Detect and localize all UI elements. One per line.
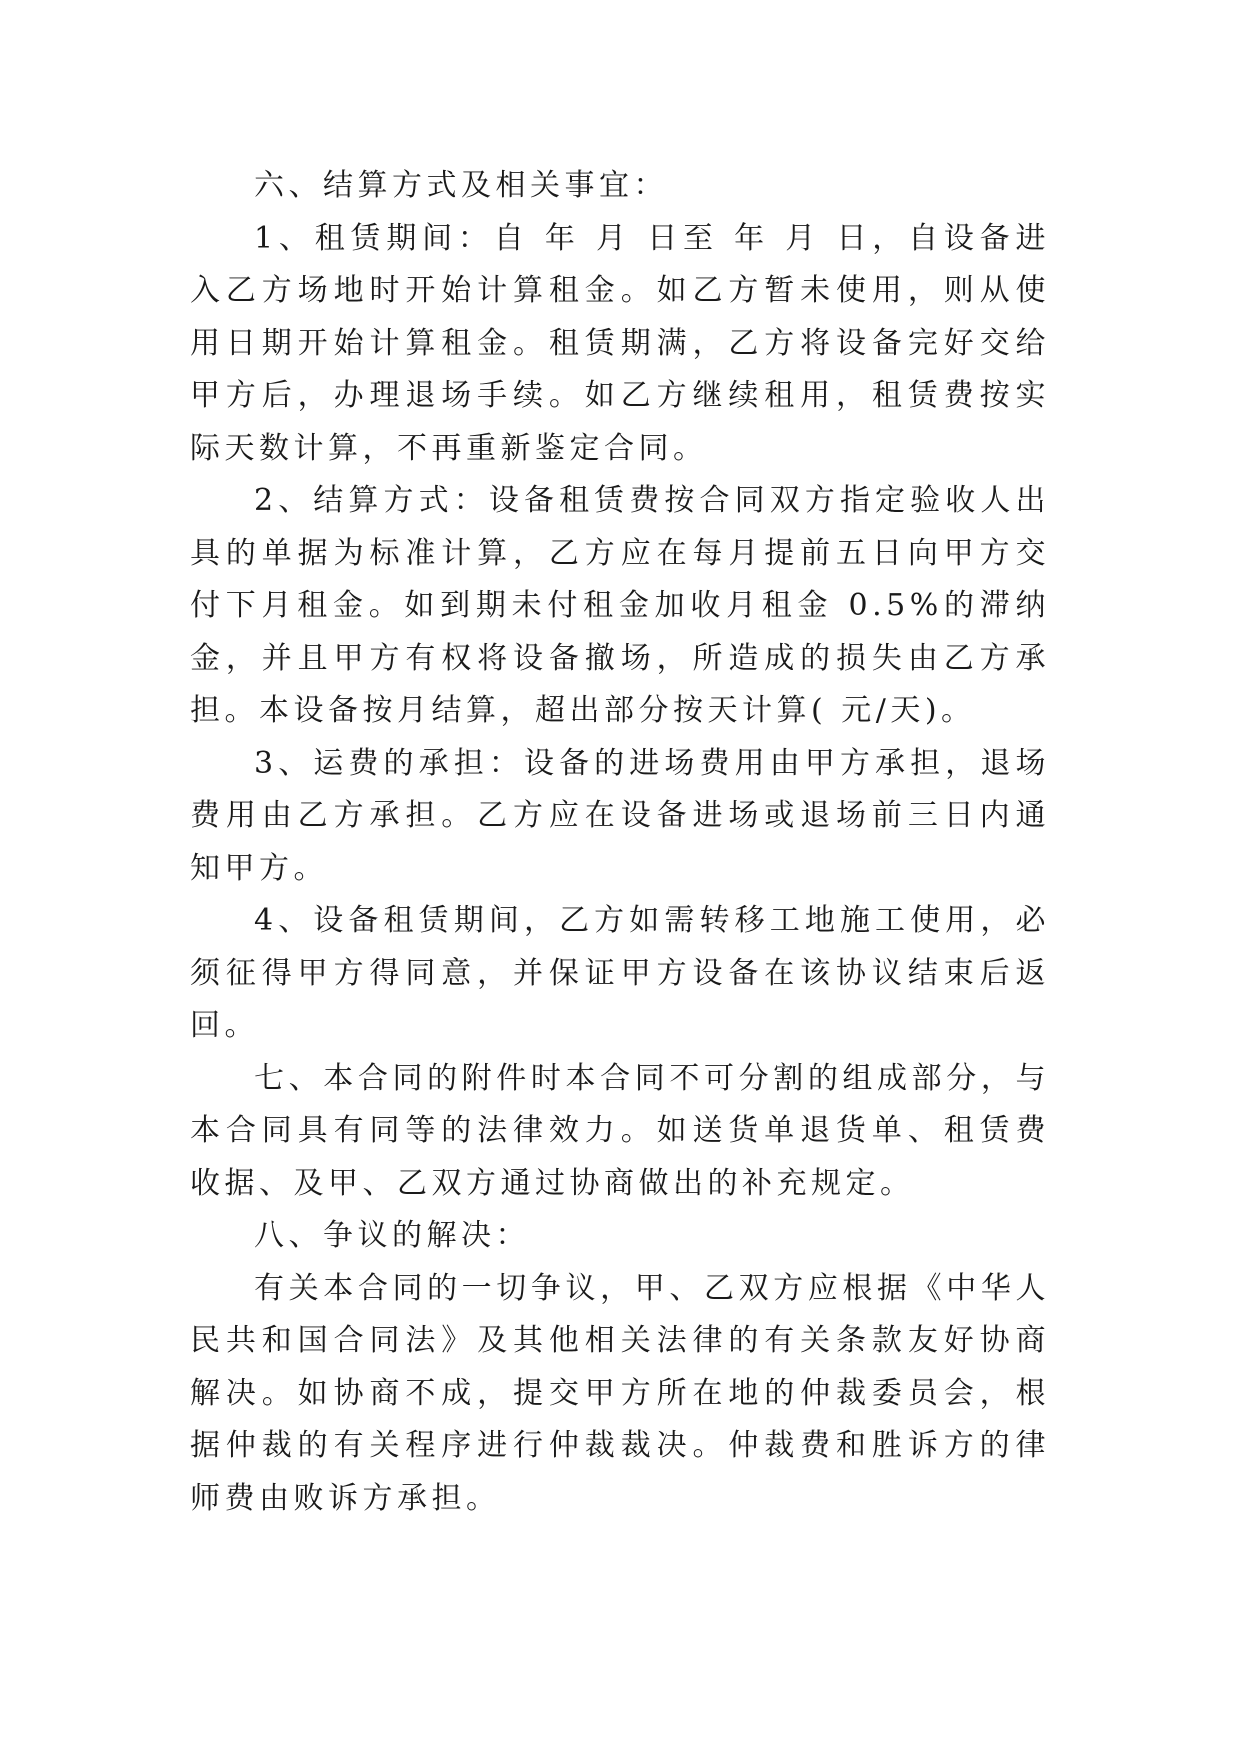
- section-heading-dispute: 八、争议的解决：: [254, 1218, 530, 1253]
- clause-equipment-transfer: 4、设备租赁期间，乙方如需转移工地施工使用，必须征得甲方得同意，并保证甲方设备在该协议结束后返回。: [190, 903, 1050, 1043]
- clause-freight: 3、运费的承担：设备的进场费用由甲方承担，退场费用由乙方承担。乙方应在设备进场或退场前三日内通知甲方。: [190, 745, 1050, 886]
- section-attachments: 七、本合同的附件时本合同不可分割的组成部分，与本合同具有同等的法律效力。如送货单退货单、租赁费收据、及甲、乙双方通过协商做出的补充规定。: [190, 1060, 1050, 1201]
- clause-settlement-method: 2、结算方式：设备租赁费按合同双方指定验收人出具的单据为标准计算，乙方应在每月提前五日向甲方交付下月租金。如到期未付租金加收月租金 0.5%的滞纳金，并且甲方有权将设备撤场，所造成的损失由乙方承担。本设备按月结算，超出部分按天计算( 元/天)。: [190, 483, 1050, 728]
- clause-lease-period: 1、租赁期间：自 年 月 日至 年 月 日，自设备进入乙方场地时开始计算租金。如乙方暂未使用，则从使用日期开始计算租金。租赁期满，乙方将设备完好交给甲方后，办理退场手续。如乙方继续租用，租赁费按实际天数计算，不再重新鉴定合同。: [190, 220, 1050, 466]
- section-heading-settlement: 六、结算方式及相关事宜：: [254, 168, 668, 203]
- document-body: [190, 160, 1050, 1525]
- clause-dispute-resolution: 有关本合同的一切争议，甲、乙双方应根据《中华人民共和国合同法》及其他相关法律的有关条款友好协商解决。如协商不成，提交甲方所在地的仲裁委员会，根据仲裁的有关程序进行仲裁裁决。仲裁费和胜诉方的律师费由败诉方承担。: [190, 1270, 1050, 1516]
